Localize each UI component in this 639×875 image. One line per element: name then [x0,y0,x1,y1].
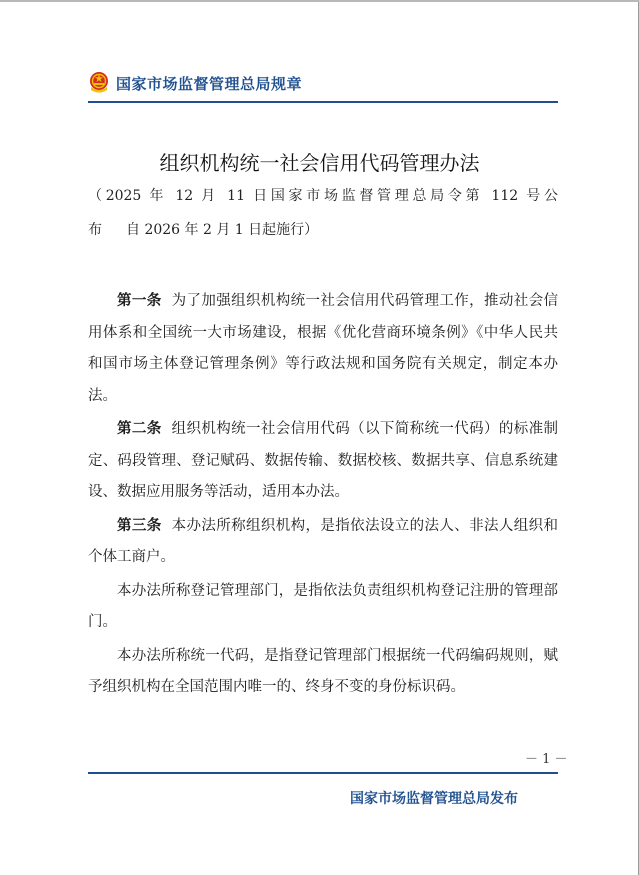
document-title: 组织机构统一社会信用代码管理办法 [159,151,480,175]
article-text: 为了加强组织机构统一社会信用代码管理工作，推动社会信用体系和全国统一大市场建设，根据《优化营商环境条例》《中华人民共和国市场主体登记管理条例》等行政法规和国务院有关规定，制定本办法。 [88,293,559,404]
page-number: － 1 － [525,752,568,767]
footer-publisher: 国家市场监督管理总局发布 [350,791,518,807]
paragraph: 本办法所称登记管理部门，是指依法负责组织机构登记注册的管理部门。 [88,582,558,630]
publication-note-line-1: （2025 年 12 月 11 日国家市场监督管理总局令第 112 号公 [88,188,558,204]
article-1 [88,286,558,412]
top-border [0,0,639,2]
publication-note-line-2 [88,216,558,245]
article-label: 第一条 [117,293,162,309]
article-label: 第二条 [117,421,162,437]
paragraph: 本办法所称统一代码，是指登记管理部门根据统一代码编码规则，赋予组织机构在全国范围内唯一的、终身不变的身份标识码。 [88,647,558,695]
national-emblem-icon [88,71,110,95]
document-body [88,286,558,706]
publication-note-part-a: 布 [88,222,102,238]
article-2 [88,414,558,509]
page-header [88,68,302,98]
publication-note-part-b: 自 2026 年 2 月 1 日起施行） [126,222,319,238]
article-text: 组织机构统一社会信用代码（以下简称统一代码）的标准制定、码段管理、登记赋码、数据传输、数据校核、数据共享、信息系统建设、数据应用服务等活动，适用本办法。 [88,421,559,500]
article-text: 本办法所称组织机构，是指依法设立的法人、非法人组织和个体工商户。 [88,517,559,565]
header-title: 国家市场监督管理总局规章 [116,74,303,93]
header-divider [88,101,558,103]
article-label: 第三条 [117,517,162,534]
article-3 [88,511,558,574]
footer-divider [88,772,558,774]
